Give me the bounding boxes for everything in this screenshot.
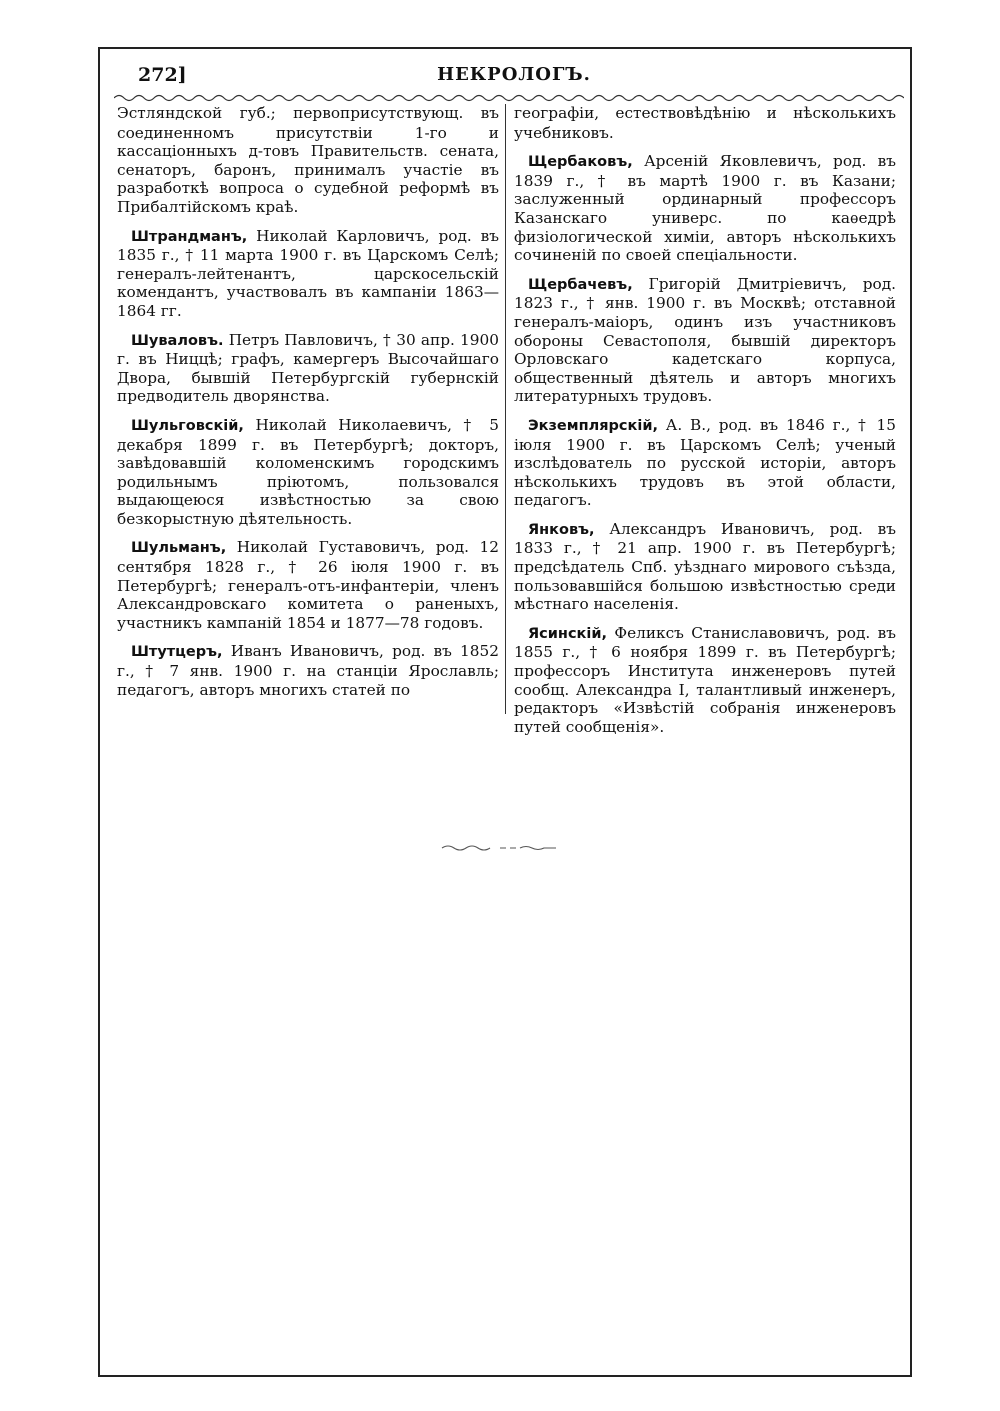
entry-text: Эстляндской губ.; первоприсутствующ. въ соединенномъ присутствіи 1-го и кассаціонныхъ д-товъ Правительств. сената, сенаторъ, баронъ, принималъ участіе въ разработкѣ вопроса о судебной реформѣ въ Прибалтійскомъ краѣ. — [117, 104, 499, 216]
entry — [514, 520, 896, 614]
entry-text: Николай Густавовичъ, род. 12 сентября 1828 г., † 26 іюля 1900 г. въ Петербургѣ; генералъ-отъ-инфантеріи, членъ Александровскаго комитета о раненыхъ, участникъ кампаній 1854 и 1877—78 годовъ. — [117, 538, 499, 632]
entry — [117, 227, 499, 321]
entry — [117, 416, 499, 529]
entry-text: Александръ Ивановичъ, род. въ 1833 г., † 21 апр. 1900 г. въ Петербургѣ; предсѣдатель Спб. уѣзднаго мирового съѣзда, пользовавшійся большою извѣстностью среди мѣстнаго населенія. — [514, 519, 896, 614]
entry — [514, 416, 896, 510]
entry-text: Арсеній Яковлевичъ, род. въ 1839 г., † въ мартѣ 1900 г. въ Казани; заслуженный ординарный профессоръ Казанскаго универс. по каѳедрѣ физіологической химіи, авторъ нѣсколькихъ сочиненій по своей спеціальности. — [514, 152, 896, 265]
entry-name: Ясинскій, — [528, 625, 608, 642]
entry-text: географіи, естествовѣдѣнію и нѣсколькихъ учебниковъ. — [514, 104, 896, 142]
entry — [117, 642, 499, 699]
entry-text: Григорій Дмитріевичъ, род. 1823 г., † янв. 1900 г. въ Москвѣ; отставной генералъ-маіоръ, одинъ изъ участниковъ обороны Севастополя, бывшій директоръ Орловскаго кадетскаго корпуса, общественный дѣятель и авторъ многихъ литературныхъ трудовъ. — [514, 274, 896, 406]
page-header — [138, 64, 890, 90]
entry-name: Шуваловъ. — [131, 332, 224, 349]
entry-name: Янковъ, — [528, 521, 595, 538]
running-title: НЕКРОЛОГЪ. — [437, 64, 591, 85]
entry — [117, 104, 499, 217]
right-column — [514, 104, 896, 746]
entry-text: А. В., род. въ 1846 г., † 15 іюля 1900 г. въ Царскомъ Селѣ; ученый изслѣдователь по русской исторіи, авторъ нѣсколькихъ трудовъ въ этой области, педагогъ. — [514, 415, 896, 510]
entry-text: Николай Николаевичъ, † 5 декабря 1899 г. въ Петербургѣ; докторъ, завѣдовавшій коломенскимъ городскимъ родильнымъ пріютомъ, пользовался выдающеюся извѣстностью за свою безкорыстную дѣятельность. — [117, 415, 499, 528]
header-wavy-rule — [114, 92, 904, 104]
entry-text: Николай Карловичъ, род. въ 1835 г., † 11 марта 1900 г. въ Царскомъ Селѣ; генералъ-лейтенантъ, царскосельскій комендантъ, участвовалъ въ кампаніи 1863—1864 гг. — [117, 226, 499, 320]
end-ornament — [440, 843, 560, 853]
entry-text: Петръ Павловичъ, † 30 апр. 1900 г. въ Ниццѣ; графъ, камергеръ Высочайшаго Двора, бывшій Петербургскій губернскій предводитель дворянства. — [117, 330, 499, 406]
entry — [117, 538, 499, 632]
entry-name: Штрандманъ, — [131, 228, 248, 245]
entry-name: Штутцеръ, — [131, 644, 223, 661]
entry-text: Иванъ Ивановичъ, род. въ 1852 г., † 7 янв. 1900 г. на станціи Ярославль; педагогъ, авторъ многихъ статей по — [117, 642, 499, 699]
entry — [514, 275, 896, 406]
entry-text: Феликсъ Станиславовичъ, род. въ 1855 г., † 6 ноября 1899 г. въ Петербургѣ; профессоръ Института инженеровъ путей сообщ. Александра I, талантливый инженеръ, редакторъ «Извѣстій собранія инженеровъ путей сообщенія». — [514, 623, 896, 736]
left-column — [117, 104, 499, 709]
entry-name: Экземплярскій, — [528, 417, 658, 434]
entry-name: Шульманъ, — [131, 540, 227, 557]
entry — [117, 331, 499, 406]
entry — [514, 152, 896, 265]
entry — [514, 104, 896, 142]
page-number: 272] — [138, 64, 187, 86]
column-divider — [505, 104, 506, 714]
entry — [514, 624, 896, 737]
entry-name: Щербаковъ, — [528, 154, 633, 171]
entry-name: Шульговскій, — [131, 417, 244, 434]
entry-name: Щербачевъ, — [528, 276, 633, 293]
